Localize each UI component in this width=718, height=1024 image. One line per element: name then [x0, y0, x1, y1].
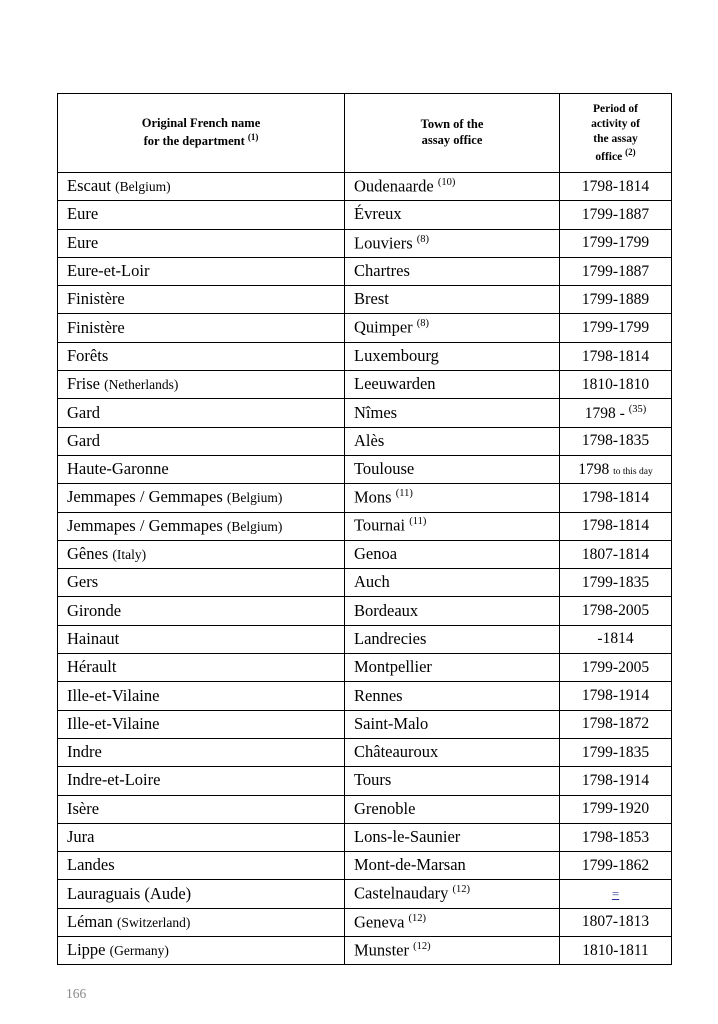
cell-town — [345, 710, 560, 738]
cell-department — [58, 625, 345, 653]
town-name: Geneva — [354, 912, 405, 932]
cell-department — [58, 484, 345, 512]
cell-department — [58, 823, 345, 851]
table-row — [58, 399, 672, 427]
cell-department — [58, 399, 345, 427]
table-row — [58, 852, 672, 880]
period-unknown-mark: = — [611, 886, 620, 902]
cell-period — [560, 342, 672, 370]
cell-period — [560, 852, 672, 880]
town-name: Nîmes — [354, 402, 398, 422]
cell-town — [345, 625, 560, 653]
town-name: Quimper — [354, 317, 413, 337]
department-name: Finistère — [67, 317, 125, 337]
cell-department — [58, 908, 345, 936]
cell-town — [345, 795, 560, 823]
table-row — [58, 540, 672, 568]
cell-department — [58, 852, 345, 880]
town-name: Mons — [354, 487, 392, 507]
period-value: 1798-2005 — [581, 602, 650, 620]
cell-town — [345, 682, 560, 710]
department-name: Hainaut — [67, 628, 120, 648]
cell-period — [560, 512, 672, 540]
town-name: Luxembourg — [354, 345, 439, 365]
town-name: Landrecies — [354, 628, 427, 648]
cell-town — [345, 823, 560, 851]
cell-department — [58, 427, 345, 455]
table-row — [58, 173, 672, 201]
town-name: Louviers — [354, 233, 413, 252]
period-value: 1798-1872 — [581, 715, 650, 733]
column-header-period-note: (2) — [625, 146, 636, 157]
cell-town — [345, 371, 560, 399]
column-header-town — [345, 94, 560, 173]
town-name: Brest — [354, 289, 389, 309]
column-header-town-line1: Town of the — [420, 117, 484, 132]
table-row — [58, 569, 672, 597]
department-name: Gênes — [67, 544, 109, 564]
department-name: Gers — [67, 572, 99, 592]
department-name: Léman — [67, 911, 113, 931]
cell-department — [58, 201, 345, 229]
table-row — [58, 597, 672, 625]
cell-period — [560, 569, 672, 597]
town-name: Tours — [354, 770, 392, 790]
cell-town — [345, 880, 560, 908]
town-name: Genoa — [354, 544, 398, 564]
cell-department — [58, 342, 345, 370]
town-name: Montpellier — [354, 657, 432, 677]
cell-period — [560, 173, 672, 201]
cell-department — [58, 654, 345, 682]
town-name: Oudenaarde — [354, 176, 434, 196]
period-value: 1798-1814 — [581, 517, 650, 535]
department-name: Gironde — [67, 600, 122, 620]
period-value: 1807-1814 — [581, 545, 650, 563]
cell-department — [58, 540, 345, 568]
assay-offices-table — [57, 93, 672, 965]
period-value: 1798-1814 — [581, 489, 650, 506]
period-value: 1798 - — [584, 404, 625, 422]
town-name: Châteauroux — [354, 742, 439, 762]
town-footnote: (12) — [408, 912, 427, 924]
column-header-period — [560, 94, 672, 173]
cell-department — [58, 286, 345, 314]
cell-period — [560, 597, 672, 625]
period-value: 1799-1799 — [581, 234, 650, 252]
page-number: 166 — [66, 986, 87, 1001]
department-country: (Switzerland) — [116, 914, 191, 930]
department-country: (Netherlands) — [104, 377, 179, 393]
period-value: 1798-1814 — [581, 347, 650, 365]
period-value: 1799-1835 — [581, 743, 650, 761]
table-row — [58, 767, 672, 795]
table-row — [58, 427, 672, 455]
department-country: (Italy) — [112, 547, 147, 563]
department-country: (Germany) — [109, 943, 169, 959]
town-name: Saint-Malo — [354, 713, 429, 733]
cell-period — [560, 738, 672, 766]
cell-town — [345, 540, 560, 568]
cell-period — [560, 908, 672, 936]
table-row — [58, 710, 672, 738]
table-row — [58, 455, 672, 483]
cell-department — [58, 597, 345, 625]
cell-period — [560, 937, 672, 965]
department-country: (Belgium) — [226, 490, 283, 506]
town-name: Leeuwarden — [354, 374, 436, 394]
table-row — [58, 908, 672, 936]
town-footnote: (8) — [416, 318, 430, 330]
period-value: 1799-2005 — [581, 658, 650, 676]
table-row — [58, 201, 672, 229]
department-country: (Belgium) — [226, 518, 283, 534]
cell-period — [560, 286, 672, 314]
table-row — [58, 484, 672, 512]
cell-department — [58, 682, 345, 710]
column-header-department-line1: Original French name — [141, 116, 261, 131]
department-name: Escaut — [67, 176, 111, 196]
town-name: Munster — [354, 940, 409, 960]
period-value: -1814 — [597, 630, 634, 648]
period-value: 1798-1853 — [581, 828, 650, 846]
town-footnote: (12) — [452, 884, 471, 896]
cell-period — [560, 229, 672, 257]
town-name: Chartres — [354, 261, 410, 281]
department-name: Isère — [67, 798, 100, 818]
period-value: 1799-1889 — [581, 290, 650, 308]
department-name: Ille-et-Vilaine — [67, 713, 160, 733]
department-name: Jura — [67, 826, 95, 846]
department-name: Eure — [67, 204, 99, 224]
cell-town — [345, 852, 560, 880]
cell-town — [345, 908, 560, 936]
table-row — [58, 738, 672, 766]
department-name: Jemmapes / Gemmapes — [67, 515, 223, 535]
department-name: Forêts — [67, 345, 109, 365]
department-name: Eure-et-Loir — [67, 261, 150, 281]
department-name: Hérault — [67, 657, 117, 677]
department-name: Lauraguais (Aude) — [67, 883, 192, 903]
cell-town — [345, 257, 560, 285]
department-name: Gard — [67, 402, 100, 422]
cell-period — [560, 455, 672, 483]
town-footnote: (12) — [413, 940, 431, 952]
cell-department — [58, 937, 345, 965]
cell-town — [345, 597, 560, 625]
cell-town — [345, 286, 560, 314]
period-value: 1799-1799 — [581, 319, 650, 337]
department-country: (Belgium) — [115, 179, 171, 195]
table-row — [58, 286, 672, 314]
town-footnote: (11) — [395, 488, 413, 500]
cell-period — [560, 710, 672, 738]
cell-period — [560, 625, 672, 653]
cell-town — [345, 342, 560, 370]
cell-department — [58, 173, 345, 201]
department-name: Eure — [67, 232, 99, 252]
period-value: 1798 — [578, 460, 610, 478]
table-header-row — [58, 94, 672, 173]
cell-department — [58, 229, 345, 257]
cell-department — [58, 257, 345, 285]
department-name: Haute-Garonne — [67, 459, 169, 479]
table-row — [58, 937, 672, 965]
column-header-town-line2: assay office — [421, 133, 483, 147]
cell-town — [345, 173, 560, 201]
column-header-period-line2: activity of — [591, 117, 640, 130]
town-name: Mont-de-Marsan — [354, 855, 466, 875]
period-value: 1807-1813 — [581, 913, 650, 931]
department-name: Frise — [67, 374, 100, 394]
table-row — [58, 795, 672, 823]
cell-department — [58, 371, 345, 399]
town-name: Alès — [354, 430, 385, 450]
period-value: 1798-1835 — [581, 432, 650, 450]
cell-town — [345, 314, 560, 342]
cell-period — [560, 767, 672, 795]
cell-period — [560, 484, 672, 512]
period-value: 1810-1811 — [582, 941, 649, 959]
cell-town — [345, 569, 560, 597]
period-value: 1810-1810 — [581, 375, 650, 393]
cell-town — [345, 427, 560, 455]
cell-town — [345, 455, 560, 483]
column-header-period-line4: office — [595, 150, 623, 163]
town-name: Bordeaux — [354, 600, 419, 620]
cell-town — [345, 937, 560, 965]
cell-town — [345, 201, 560, 229]
table-row — [58, 512, 672, 540]
column-header-department-note: (1) — [247, 131, 259, 142]
table-row — [58, 371, 672, 399]
cell-period — [560, 201, 672, 229]
table-row — [58, 823, 672, 851]
period-value: 1799-1887 — [581, 206, 650, 224]
cell-department — [58, 710, 345, 738]
town-footnote: (11) — [409, 516, 427, 528]
town-name: Lons-le-Saunier — [354, 826, 461, 846]
cell-department — [58, 738, 345, 766]
cell-department — [58, 767, 345, 795]
period-value: 1799-1920 — [581, 800, 650, 818]
table-row — [58, 682, 672, 710]
table-row — [58, 257, 672, 285]
cell-town — [345, 654, 560, 682]
column-header-department — [58, 94, 345, 173]
cell-period — [560, 257, 672, 285]
cell-period — [560, 823, 672, 851]
department-name: Finistère — [67, 289, 125, 309]
cell-department — [58, 455, 345, 483]
period-value: 1799-1862 — [581, 856, 650, 874]
period-value: 1798-1914 — [581, 771, 650, 789]
cell-department — [58, 880, 345, 908]
cell-department — [58, 569, 345, 597]
table-row — [58, 229, 672, 257]
column-header-period-line3: the assay — [593, 132, 638, 145]
cell-period — [560, 880, 672, 908]
department-name: Gard — [67, 430, 100, 450]
cell-period — [560, 399, 672, 427]
department-name: Ille-et-Vilaine — [67, 685, 160, 705]
town-footnote: (10) — [437, 176, 456, 188]
cell-town — [345, 767, 560, 795]
column-header-department-line2: for the department — [143, 134, 245, 149]
cell-period — [560, 427, 672, 455]
cell-department — [58, 512, 345, 540]
town-name: Évreux — [354, 204, 402, 224]
period-footnote: (35) — [628, 403, 647, 415]
department-name: Landes — [67, 855, 115, 875]
cell-town — [345, 229, 560, 257]
town-name: Toulouse — [354, 459, 415, 479]
table-body — [58, 173, 672, 965]
period-value: 1798-1814 — [581, 177, 650, 195]
period-value: 1799-1835 — [581, 573, 650, 591]
column-header-period-line1: Period of — [592, 102, 639, 115]
cell-period — [560, 682, 672, 710]
cell-department — [58, 795, 345, 823]
cell-period — [560, 540, 672, 568]
table-row — [58, 625, 672, 653]
table-row — [58, 342, 672, 370]
period-value: 1799-1887 — [581, 262, 650, 280]
cell-period — [560, 314, 672, 342]
town-footnote: (8) — [416, 233, 430, 245]
table-row — [58, 654, 672, 682]
town-name: Rennes — [354, 685, 403, 705]
table-header — [58, 94, 672, 173]
table-row — [58, 880, 672, 908]
cell-town — [345, 738, 560, 766]
town-name: Castelnaudary — [354, 883, 449, 903]
cell-period — [560, 795, 672, 823]
cell-department — [58, 314, 345, 342]
department-name: Lippe — [67, 940, 106, 960]
town-name: Grenoble — [354, 798, 416, 818]
town-name: Tournai — [354, 515, 406, 535]
department-name: Jemmapes / Gemmapes — [67, 487, 223, 507]
cell-town — [345, 512, 560, 540]
period-annotation: to this day — [613, 466, 653, 477]
cell-period — [560, 371, 672, 399]
cell-town — [345, 399, 560, 427]
cell-period — [560, 654, 672, 682]
table-row — [58, 314, 672, 342]
cell-town — [345, 484, 560, 512]
period-value: 1798-1914 — [581, 687, 650, 705]
department-name: Indre-et-Loire — [67, 770, 161, 790]
department-name: Indre — [67, 742, 102, 762]
town-name: Auch — [354, 572, 390, 592]
